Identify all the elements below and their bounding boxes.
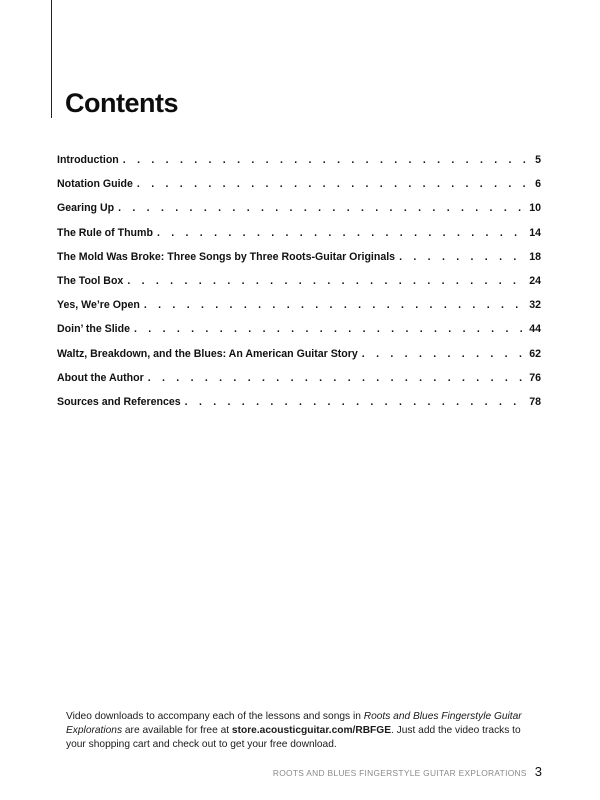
- toc-leader-dots: [185, 396, 528, 408]
- toc-entry-page: 18: [529, 250, 541, 263]
- page-number: 3: [534, 764, 542, 779]
- toc-entry-page: 78: [529, 395, 541, 408]
- toc-entry-page: 6: [535, 178, 541, 191]
- page-title: Contents: [65, 88, 178, 118]
- toc-entry-label: The Mold Was Broke: Three Songs by Three Roots-Guitar Originals: [57, 250, 396, 263]
- toc-entry-sources-and-references[interactable]: [57, 396, 541, 420]
- note-text: Video downloads to accompany each of the lessons and songs in: [66, 711, 364, 722]
- toc-entry-label: Waltz, Breakdown, and the Blues: An American Guitar Story: [57, 347, 358, 360]
- toc-entry-page: 32: [529, 299, 541, 312]
- toc-entry-introduction[interactable]: [57, 154, 541, 178]
- toc-entry-label: The Tool Box: [57, 274, 124, 287]
- toc-entry-tool-box[interactable]: [57, 275, 541, 299]
- toc-entry-label: The Rule of Thumb: [57, 226, 153, 239]
- toc-entry-page: 14: [529, 226, 541, 239]
- toc-entry-notation-guide[interactable]: [57, 178, 541, 202]
- toc-leader-dots: [144, 299, 527, 311]
- toc-entry-page: 24: [529, 274, 541, 287]
- toc-entry-about-the-author[interactable]: [57, 372, 541, 396]
- table-of-contents: [57, 154, 541, 420]
- running-title: ROOTS AND BLUES FINGERSTYLE GUITAR EXPLORATIONS: [272, 768, 527, 778]
- toc-leader-dots: [399, 251, 527, 263]
- toc-entry-rule-of-thumb[interactable]: [57, 227, 541, 251]
- note-text: are available for free at: [122, 724, 232, 736]
- toc-entry-label: Notation Guide: [57, 178, 133, 191]
- toc-entry-page: 62: [529, 347, 541, 360]
- running-footer: [273, 764, 542, 779]
- toc-entry-gearing-up[interactable]: [57, 202, 541, 226]
- toc-entry-label: Gearing Up: [57, 202, 115, 215]
- video-download-note: [66, 710, 542, 751]
- store-url[interactable]: store.acousticguitar.com/RBFGE: [231, 724, 391, 736]
- toc-entry-page: 10: [529, 202, 541, 215]
- toc-leader-dots: [157, 227, 527, 239]
- toc-leader-dots: [134, 323, 527, 335]
- toc-entry-doin-the-slide[interactable]: [57, 323, 541, 347]
- vertical-rule: [51, 0, 52, 118]
- toc-entry-label: Introduction: [57, 154, 119, 166]
- note-text: . Just add the video tracks to your shopping cart and check out to get your free download.: [66, 724, 521, 750]
- book-title: Roots and Blues Fingerstyle Guitar Explorations: [66, 711, 522, 736]
- toc-entry-yes-were-open[interactable]: [57, 299, 541, 323]
- toc-leader-dots: [137, 178, 533, 190]
- toc-leader-dots: [127, 275, 527, 287]
- toc-entry-page: 44: [529, 323, 541, 336]
- toc-entry-waltz-breakdown-blues[interactable]: [57, 348, 541, 372]
- toc-entry-label: About the Author: [57, 371, 144, 384]
- toc-leader-dots: [362, 348, 527, 360]
- toc-leader-dots: [148, 372, 528, 384]
- toc-entry-page: 5: [535, 154, 541, 166]
- toc-entry-label: Sources and References: [57, 395, 181, 408]
- toc-leader-dots: [118, 202, 527, 214]
- toc-entry-page: 76: [529, 371, 541, 384]
- toc-entry-label: Doin’ the Slide: [57, 323, 130, 336]
- toc-entry-mold-was-broke[interactable]: [57, 251, 541, 275]
- toc-leader-dots: [123, 154, 533, 166]
- toc-entry-label: Yes, We’re Open: [57, 299, 140, 312]
